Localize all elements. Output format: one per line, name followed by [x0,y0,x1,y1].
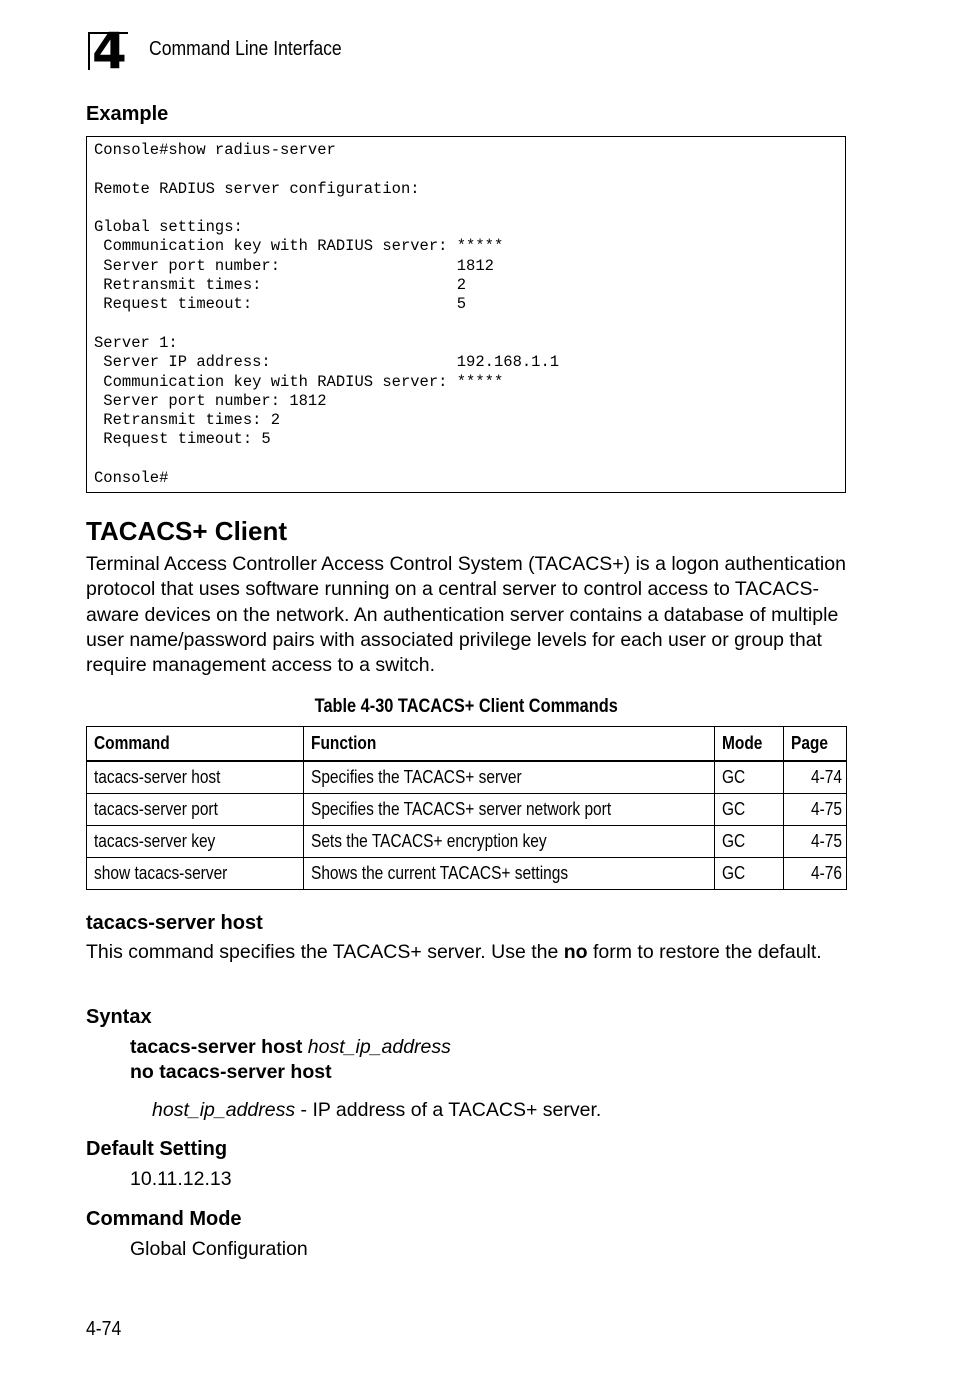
syntax-heading: Syntax [86,1006,152,1028]
table-cell: 4-76 [784,858,847,890]
parameter-description: host_ip_address - IP address of a TACACS+ server. [152,1099,602,1121]
table-cell: 4-75 [784,826,847,858]
column-header: Command [87,727,304,762]
table-row [87,794,847,826]
code-example: Console#show radius-server Remote RADIUS server configuration: Global settings: Communication key with RADIUS server: ***** Server port number: 1812 Retransmit times: 2 Request timeout: 5 Server 1: Server IP address: 192.168.1.1 Communication key with RADIUS server: ***** Server port number: 1812 Retransmit times: 2 Request timeout: 5 Console# [86,136,846,493]
default-setting-heading: Default Setting [86,1138,228,1160]
table-cell: Sets the TACACS+ encryption key [303,826,715,858]
table-row [87,826,847,858]
column-header: Mode [715,727,784,762]
command-mode-heading: Command Mode [86,1208,242,1230]
example-heading: Example [86,103,169,125]
table-cell: GC [715,794,784,826]
table-cell: GC [715,826,784,858]
table-cell: Specifies the TACACS+ server [303,761,715,794]
default-setting-value: 10.11.12.13 [130,1168,232,1190]
table-cell: GC [715,761,784,794]
column-header: Page [784,727,847,762]
section-intro: Terminal Access Controller Access Control System (TACACS+) is a logon authentication protocol that uses software running on a central server to control access to TACACS-aware devices on the network. An authentication server contains a database of multiple user name/password pairs with associated privilege levels for each user or group that require management access to a switch. [86,553,846,677]
chapter-number: 4 [92,22,127,80]
table-row [87,761,847,794]
command-heading: tacacs-server host [86,912,263,934]
table-cell: show tacacs-server [87,858,304,890]
page-number: 4-74 [86,1318,122,1340]
table-cell: 4-74 [784,761,847,794]
running-header: Command Line Interface [149,38,342,60]
table-cell: tacacs-server key [87,826,304,858]
table-caption: Table 4-30 TACACS+ Client Commands [314,696,618,717]
commands-table [86,726,847,890]
table-cell: 4-75 [784,794,847,826]
command-description: This command specifies the TACACS+ server. Use the no form to restore the default. [86,941,822,963]
table-header-row [87,727,847,762]
command-mode-value: Global Configuration [130,1238,308,1260]
table-row [87,858,847,890]
syntax-no-line: no tacacs-server host [130,1061,332,1083]
table-cell: tacacs-server port [87,794,304,826]
table-cell: Specifies the TACACS+ server network port [303,794,715,826]
syntax-line: tacacs-server host host_ip_address [130,1036,451,1058]
section-title: TACACS+ Client [86,516,288,546]
table-cell: Shows the current TACACS+ settings [303,858,715,890]
column-header: Function [303,727,715,762]
table-cell: tacacs-server host [87,761,304,794]
table-cell: GC [715,858,784,890]
